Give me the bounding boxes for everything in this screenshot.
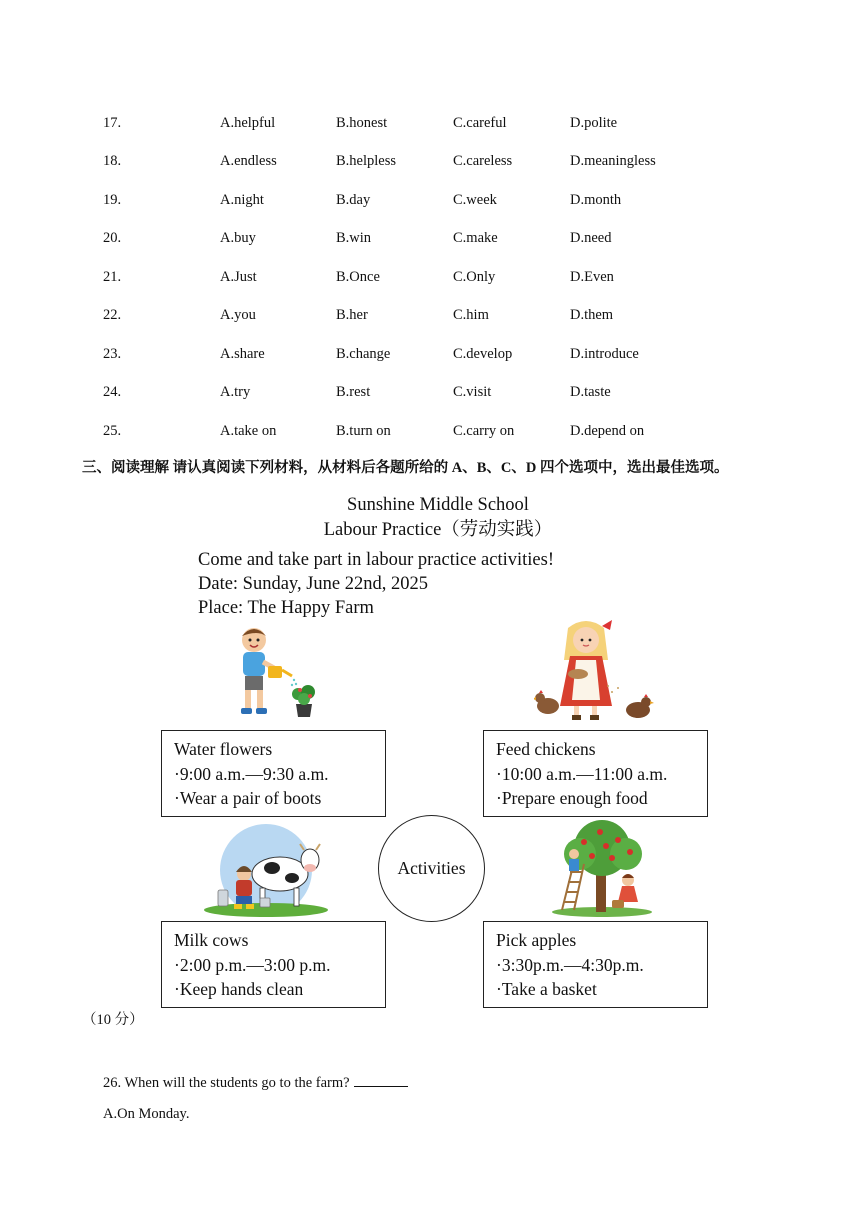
question-row	[0, 113, 868, 133]
option-c: C.make	[453, 230, 498, 246]
option-a: A.try	[220, 384, 251, 400]
option-b: B.her	[336, 307, 368, 323]
question-number: 22.	[103, 307, 122, 323]
poster-title: Labour Practice（劳动实践）	[323, 520, 553, 540]
question-26	[103, 1072, 408, 1092]
option-c: C.careful	[453, 115, 507, 131]
question-number: 20.	[103, 230, 122, 246]
option-b: B.Once	[336, 269, 380, 285]
question-row	[0, 344, 868, 364]
option-a: A.take on	[220, 423, 277, 439]
activity-name: Water flowers	[174, 739, 273, 759]
option-d: D.Even	[570, 269, 614, 285]
activity-tip: ·Wear a pair of boots	[174, 788, 322, 808]
activities-center-circle	[378, 815, 485, 922]
poster-place: Place: The Happy Farm	[198, 598, 374, 618]
option-b: B.turn on	[336, 423, 391, 439]
score-note: （10 分）	[82, 1012, 144, 1028]
option-c: C.develop	[453, 346, 513, 362]
question-number: 25.	[103, 423, 122, 439]
option-c: C.visit	[453, 384, 492, 400]
activity-name: Feed chickens	[496, 739, 596, 759]
option-c: C.week	[453, 192, 497, 208]
option-b: B.rest	[336, 384, 371, 400]
option-d: D.polite	[570, 115, 618, 131]
children-picking-apples-icon	[548, 818, 656, 918]
activity-time: ·3:30p.m.—4:30p.m.	[496, 954, 644, 975]
activities-center-label: Activities	[397, 858, 466, 878]
poster-date: Date: Sunday, June 22nd, 2025	[198, 574, 429, 594]
option-b: B.day	[336, 192, 371, 208]
question-number: 19.	[103, 192, 122, 208]
option-a: A.buy	[220, 230, 256, 246]
option-a: A.share	[220, 346, 265, 362]
question-row	[0, 267, 868, 287]
option-d: D.depend on	[570, 423, 645, 439]
question-26-option-a: A.On Monday.	[103, 1106, 190, 1122]
activity-tip: ·Keep hands clean	[174, 979, 304, 999]
option-b: B.honest	[336, 115, 388, 131]
option-b: B.helpless	[336, 153, 397, 169]
poster-invitation: Come and take part in labour practice activities!	[198, 550, 554, 570]
activity-name: Milk cows	[174, 930, 249, 950]
activity-tip: ·Take a basket	[496, 979, 597, 999]
farmer-milking-cow-icon	[202, 822, 330, 918]
activity-card-milk-cows	[161, 921, 386, 1008]
question-number: 24.	[103, 384, 122, 400]
activity-card-pick-apples	[483, 921, 708, 1008]
section-heading: 三、阅读理解 请认真阅读下列材料，从材料后各题所给的 A、B、C、D 四个选项中，选出最佳选项。	[82, 460, 729, 476]
option-a: A.endless	[220, 153, 277, 169]
option-d: D.month	[570, 192, 622, 208]
girl-feeding-chickens-icon	[534, 620, 654, 724]
option-d: D.taste	[570, 384, 611, 400]
question-26-text: 26. When will the students go to the farm?	[103, 1075, 350, 1091]
question-number: 23.	[103, 346, 122, 362]
question-number: 18.	[103, 153, 122, 169]
option-d: D.meaningless	[570, 153, 656, 169]
activity-card-feed-chickens	[483, 730, 708, 817]
question-row	[0, 228, 868, 248]
option-c: C.him	[453, 307, 489, 323]
option-c: C.carry on	[453, 423, 515, 439]
option-c: C.Only	[453, 269, 496, 285]
boy-watering-plant-icon	[228, 624, 320, 720]
option-d: D.need	[570, 230, 612, 246]
option-d: D.them	[570, 307, 614, 323]
activity-name: Pick apples	[496, 930, 577, 950]
option-a: A.night	[220, 192, 264, 208]
activity-time: ·9:00 a.m.—9:30 a.m.	[174, 763, 329, 784]
activity-time: ·2:00 p.m.—3:00 p.m.	[174, 954, 331, 975]
option-b: B.win	[336, 230, 372, 246]
question-row	[0, 151, 868, 171]
poster-school-name: Sunshine Middle School	[347, 495, 529, 515]
activity-time: ·10:00 a.m.—11:00 a.m.	[496, 763, 668, 784]
option-d: D.introduce	[570, 346, 639, 362]
question-row	[0, 421, 868, 441]
activity-tip: ·Prepare enough food	[496, 788, 648, 808]
option-b: B.change	[336, 346, 391, 362]
question-number: 17.	[103, 115, 122, 131]
option-a: A.Just	[220, 269, 257, 285]
answer-blank[interactable]	[354, 1072, 408, 1087]
option-a: A.helpful	[220, 115, 276, 131]
question-number: 21.	[103, 269, 122, 285]
question-row	[0, 382, 868, 402]
question-row	[0, 305, 868, 325]
activity-card-water-flowers	[161, 730, 386, 817]
option-c: C.careless	[453, 153, 513, 169]
option-a: A.you	[220, 307, 256, 323]
question-row	[0, 190, 868, 210]
